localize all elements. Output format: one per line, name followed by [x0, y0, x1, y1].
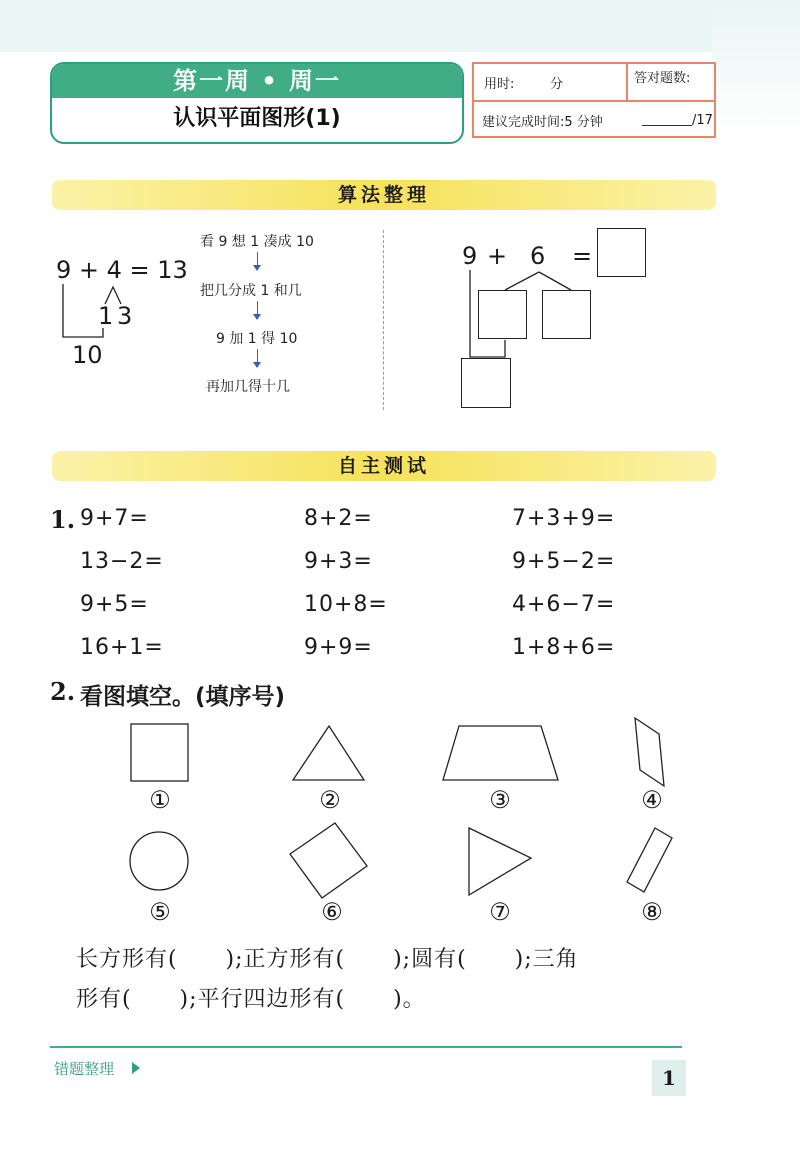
- page-number: 1: [652, 1060, 686, 1096]
- info-divider-vertical: [626, 64, 628, 100]
- step-3: 9 加 1 得 10: [216, 331, 298, 347]
- problem-1-2: 8+2=: [304, 506, 373, 531]
- problem-1-1: 9+7=: [80, 506, 149, 531]
- problem-4-1: 16+1=: [80, 635, 164, 660]
- right-background-band: [712, 0, 800, 140]
- problem-2-3: 9+5−2=: [512, 549, 616, 574]
- ten-box[interactable]: [461, 358, 511, 408]
- problem-3-2: 10+8=: [304, 592, 388, 617]
- arrow-line-1: [257, 252, 258, 266]
- problem-3-3: 4+6−7=: [512, 592, 616, 617]
- example-equation: 9 + 4 = 13: [56, 256, 188, 284]
- question-2-number: 2.: [50, 677, 76, 706]
- play-triangle-icon: [132, 1062, 140, 1074]
- arrow-down-icon: [253, 265, 261, 271]
- error-review-label: 错题整理: [54, 1060, 115, 1078]
- title-box: [50, 62, 464, 144]
- question-2-title: 看图填空。(填序号): [80, 684, 286, 710]
- step-2: 把几分成 1 和几: [200, 283, 302, 299]
- shape-parallelogram: [635, 718, 664, 786]
- split-three: 3: [117, 302, 133, 330]
- dashed-divider: [383, 230, 384, 410]
- lesson-title: 认识平面图形(1): [173, 106, 341, 131]
- split-one: 1: [98, 302, 114, 330]
- section-title-self-test: 自主测试: [52, 451, 716, 481]
- arrow-line-2: [257, 301, 258, 315]
- practice-plus: +: [487, 242, 508, 270]
- label-3: ③: [489, 786, 511, 814]
- problem-2-2: 9+3=: [304, 549, 373, 574]
- split-box-left[interactable]: [478, 290, 527, 339]
- top-background-band: [0, 0, 800, 52]
- score-blank-line: [642, 125, 692, 126]
- score-total: /17: [692, 112, 713, 128]
- shape-rotated-square: [290, 823, 367, 898]
- problem-2-1: 13−2=: [80, 549, 164, 574]
- arrow-line-3: [257, 349, 258, 363]
- problem-4-3: 1+8+6=: [512, 635, 616, 660]
- shape-triangle: [293, 726, 364, 780]
- label-8: ⑧: [641, 898, 663, 926]
- practice-b: 6: [530, 242, 546, 270]
- label-7: ⑦: [489, 898, 511, 926]
- shape-circle: [130, 832, 188, 890]
- question-1-number: 1.: [50, 505, 76, 534]
- label-4: ④: [641, 786, 663, 814]
- problem-4-2: 9+9=: [304, 635, 373, 660]
- time-label: 用时:: [484, 76, 515, 92]
- arrow-down-icon: [253, 362, 261, 368]
- shape-rotated-rectangle: [627, 828, 672, 892]
- label-2: ②: [319, 786, 341, 814]
- week-day-title: 第一周 • 周一: [52, 64, 462, 98]
- arrow-down-icon: [253, 314, 261, 320]
- suggested-time: 建议完成时间:5 分钟: [482, 114, 603, 130]
- practice-equals: =: [572, 242, 593, 270]
- label-5: ⑤: [149, 898, 171, 926]
- section-title-algorithm: 算法整理: [52, 180, 716, 210]
- practice-a: 9: [462, 242, 478, 270]
- problem-3-1: 9+5=: [80, 592, 149, 617]
- answer-box[interactable]: [597, 228, 646, 277]
- info-box: [472, 62, 716, 138]
- fill-blank-line-1: 长方形有( );正方形有( );圆有( );三角: [76, 947, 579, 972]
- footer-divider: [50, 1046, 682, 1048]
- shape-square: [131, 724, 188, 781]
- step-1: 看 9 想 1 凑成 10: [200, 234, 314, 250]
- sum-ten: 10: [72, 341, 103, 369]
- shape-right-triangle: [469, 828, 531, 895]
- label-1: ①: [149, 786, 171, 814]
- shapes-figure: [0, 710, 800, 910]
- label-6: ⑥: [321, 898, 343, 926]
- correct-count-label: 答对题数:: [634, 70, 691, 86]
- fill-blank-line-2: 形有( );平行四边形有( )。: [76, 987, 426, 1012]
- step-4: 再加几得十几: [206, 379, 290, 395]
- split-box-right[interactable]: [542, 290, 591, 339]
- shape-trapezoid: [443, 726, 558, 780]
- time-unit: 分: [550, 76, 564, 92]
- problem-1-3: 7+3+9=: [512, 506, 616, 531]
